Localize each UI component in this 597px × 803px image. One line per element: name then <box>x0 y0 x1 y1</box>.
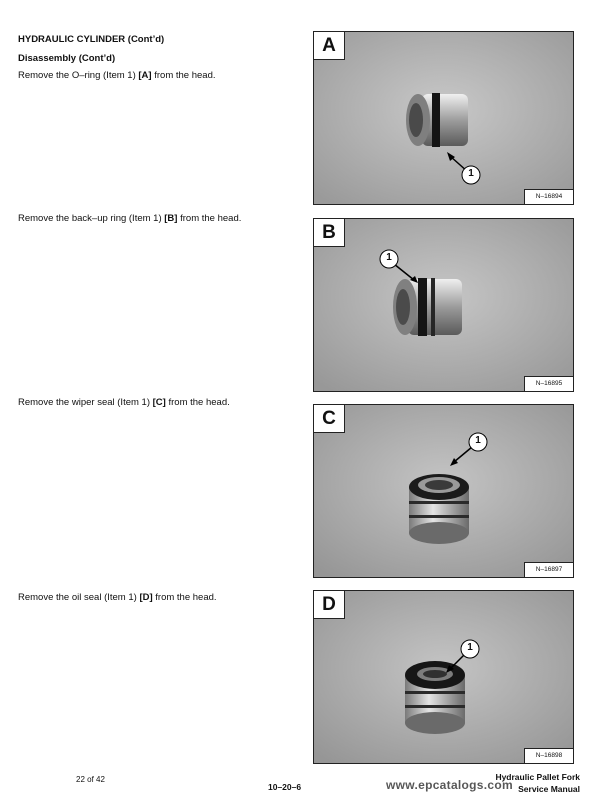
figure-d-label: D <box>314 591 345 619</box>
step-a-text: Remove the O–ring (Item 1) [A] from the head. <box>18 70 216 81</box>
figure-b-photo <box>314 219 573 391</box>
figure-c-callout: 1 <box>475 435 481 446</box>
watermark: www.epcatalogs.com <box>386 778 513 792</box>
figure-d-photo <box>314 591 573 763</box>
page-code: 10–20–6 <box>268 782 302 792</box>
figure-c-label: C <box>314 405 345 433</box>
step-c-text: Remove the wiper seal (Item 1) [C] from the head. <box>18 397 230 408</box>
figure-b-callout: 1 <box>386 252 392 263</box>
figure-d <box>313 590 574 764</box>
figure-a-callout: 1 <box>468 168 474 179</box>
step-b-text: Remove the back–up ring (Item 1) [B] from the head. <box>18 213 242 224</box>
page-count: 22 of 42 <box>76 775 105 784</box>
figure-a-photo <box>314 32 573 204</box>
subsection-title: Disassembly (Cont’d) <box>18 53 116 64</box>
figure-a <box>313 31 574 205</box>
figure-b-label: B <box>314 219 345 247</box>
figure-c <box>313 404 574 578</box>
step-d-ref: [D] <box>139 592 153 603</box>
figure-d-number: N–16898 <box>524 748 573 763</box>
manual-name: Service Manual <box>518 784 580 794</box>
figure-c-number: N–16897 <box>524 562 573 577</box>
figure-b <box>313 218 574 392</box>
product-name: Hydraulic Pallet Fork <box>495 772 580 782</box>
step-c-ref: [C] <box>152 397 166 408</box>
figure-b-number: N–16895 <box>524 376 573 391</box>
figure-a-number: N–16894 <box>524 189 573 204</box>
figure-a-label: A <box>314 32 345 60</box>
step-b-ref: [B] <box>164 213 178 224</box>
section-title: HYDRAULIC CYLINDER (Cont’d) <box>18 34 165 45</box>
step-d-text: Remove the oil seal (Item 1) [D] from the head. <box>18 592 217 603</box>
figure-c-photo <box>314 405 573 577</box>
figure-d-callout: 1 <box>467 642 473 653</box>
step-a-ref: [A] <box>138 70 152 81</box>
